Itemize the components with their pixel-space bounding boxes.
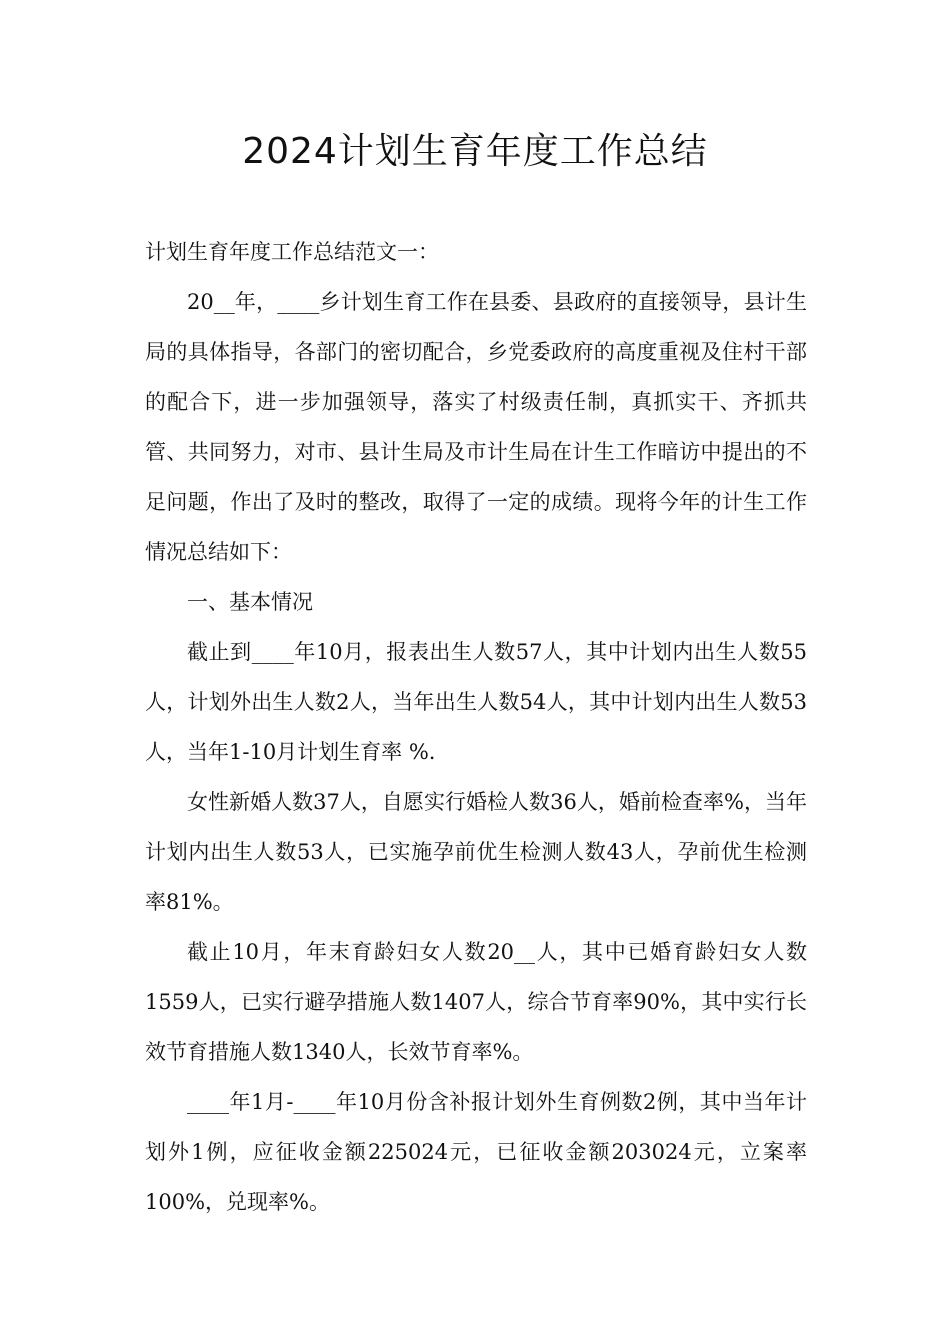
paragraph-birth-statistics: 截止到____年10月，报表出生人数57人，其中计划内出生人数55人，计划外出生人数2人，当年出生人数54人，其中计划内出生人数53人，当年1-10月计划生育率 %. — [145, 640, 807, 764]
paragraph-intro-heading: 计划生育年度工作总结范文一： — [145, 240, 439, 264]
section-heading-basic-situation: 一、基本情况 — [187, 590, 313, 614]
paragraph-overview: 20__年，____乡计划生育工作在县委、县政府的直接领导，县计生局的具体指导，各部门的密切配合，乡党委政府的高度重视及住村干部的配合下，进一步加强领导，落实了村级责任制，真抓实干、齐抓共管、共同努力，对市、县计生局及市计生局在计生工作暗访中提出的不足问题，作出了及时的整改，取得了一定的成绩。现将今年的计生工作情况总结如下： — [145, 290, 807, 564]
paragraph-marriage-checkup: 女性新婚人数37人，自愿实行婚检人数36人，婚前检查率%，当年计划内出生人数53人，已实施孕前优生检测人数43人，孕前优生检测率81%。 — [145, 790, 807, 914]
paragraph-contraception: 截止10月，年末育龄妇女人数20__人，其中已婚育龄妇女人数1559人，已实行避孕措施人数1407人，综合节育率90%，其中实行长效节育措施人数1340人，长效节育率%。 — [145, 940, 807, 1064]
paragraph-fees: ____年1月-____年10月份含补报计划外生育例数2例，其中当年计划外1例，应征收金额225024元，已征收金额203024元，立案率100%，兑现率%。 — [145, 1090, 807, 1214]
document-body — [145, 227, 807, 1227]
document-title: 2024计划生育年度工作总结 — [242, 131, 708, 172]
